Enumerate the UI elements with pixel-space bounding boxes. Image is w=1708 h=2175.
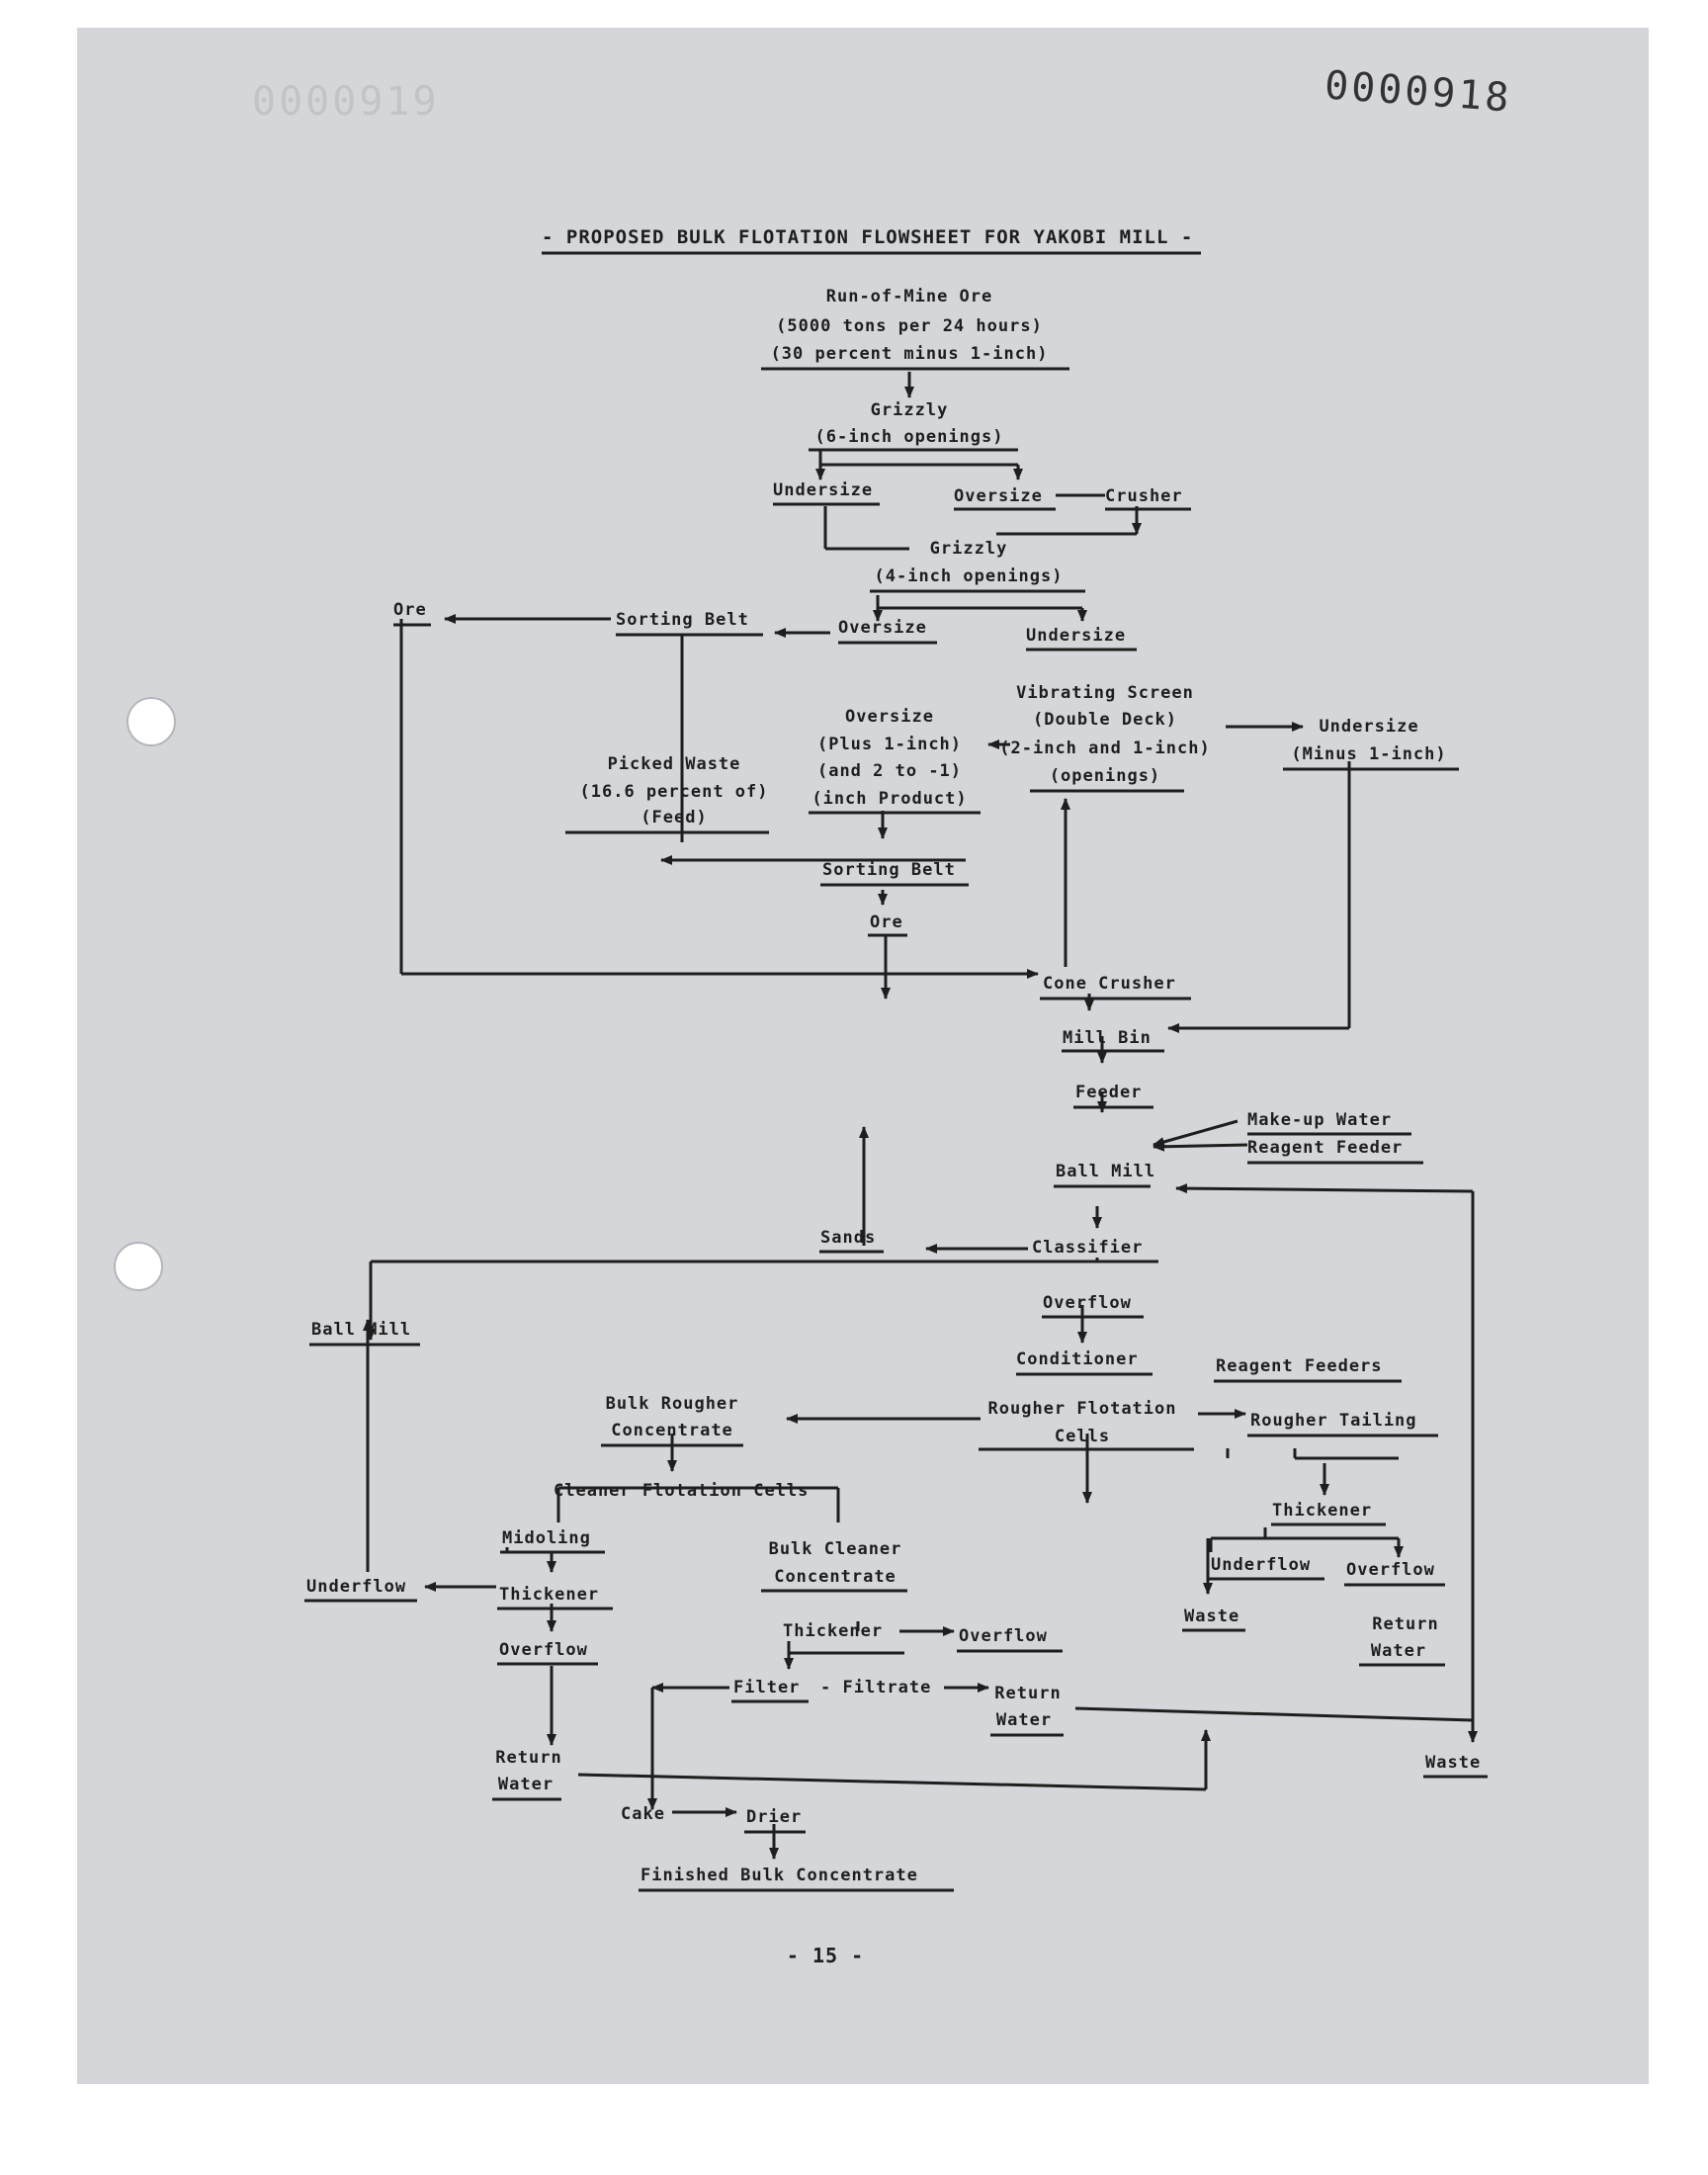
flowsheet-title: - PROPOSED BULK FLOTATION FLOWSHEET FOR YAKOBI MILL - [542, 226, 1194, 248]
node-picked-waste-line2: (16.6 percent of) [579, 782, 769, 802]
node-return-water-left-line2: Water [497, 1775, 555, 1794]
node-reagent-feeders: Reagent Feeders [1216, 1356, 1383, 1376]
node-oversize1: Oversize [954, 486, 1043, 506]
node-oversize3-line3: (and 2 to -1) [816, 761, 963, 781]
node-undersize3-line2: (Minus 1-inch) [1291, 744, 1447, 764]
node-reagent-feeder: Reagent Feeder [1247, 1138, 1404, 1158]
node-vibrating-screen-line1: Vibrating Screen [1016, 683, 1194, 703]
node-crusher: Crusher [1105, 486, 1183, 506]
node-oversize2: Oversize [838, 618, 927, 638]
node-feed-line1: Run-of-Mine Ore [825, 287, 993, 306]
node-oversize3-line1: Oversize [845, 707, 934, 727]
node-filter: Filter [733, 1678, 801, 1697]
node-grizzly2-line2: (4-inch openings) [874, 566, 1064, 586]
node-feed-line2: (5000 tons per 24 hours) [776, 316, 1043, 336]
node-feeder: Feeder [1075, 1083, 1143, 1102]
node-finished-concentrate: Finished Bulk Concentrate [640, 1866, 918, 1885]
node-mill-bin: Mill Bin [1063, 1028, 1152, 1048]
node-thickener-left: Thickener [499, 1585, 600, 1605]
node-grizzly2-line1: Grizzly [929, 539, 1008, 559]
node-cleaner-cells: Cleaner Flotation Cells [554, 1481, 810, 1501]
node-return-water-center-line2: Water [995, 1710, 1053, 1730]
document-number: 0000918 [1323, 62, 1513, 122]
node-return-water-right-line1: Return [1372, 1614, 1439, 1634]
node-sorting-belt2: Sorting Belt [822, 860, 956, 880]
node-vibrating-screen-line2: (Double Deck) [1032, 710, 1178, 730]
node-waste-right: Waste [1184, 1607, 1240, 1626]
node-grizzly1-line2: (6-inch openings) [814, 427, 1004, 447]
node-filtrate: - Filtrate [820, 1678, 932, 1697]
node-vibrating-screen-line3: (2-inch and 1-inch) [999, 739, 1211, 758]
node-ore1: Ore [393, 600, 427, 620]
node-cone-crusher: Cone Crusher [1043, 974, 1176, 994]
node-rougher-cells-line2: Cells [1054, 1427, 1111, 1446]
bleed-through-number: 0000919 [252, 79, 440, 125]
page-number: - 15 - [786, 1944, 865, 1967]
node-cake: Cake [621, 1804, 665, 1824]
node-classifier: Classifier [1032, 1238, 1144, 1258]
node-waste-final: Waste [1425, 1753, 1482, 1773]
node-ball-mill1: Ball Mill [1056, 1162, 1156, 1181]
node-overflow-left: Overflow [499, 1640, 588, 1660]
node-grizzly1-line1: Grizzly [870, 400, 949, 420]
node-makeup-water: Make-up Water [1247, 1110, 1393, 1130]
node-ball-mill2: Ball Mill [311, 1320, 412, 1340]
node-ore2: Ore [870, 913, 903, 932]
node-oversize3-line4: (inch Product) [811, 789, 968, 809]
node-bulk-cleaner-line2: Concentrate [774, 1567, 897, 1587]
node-return-water-center-line1: Return [994, 1684, 1062, 1703]
node-overflow-center: Overflow [959, 1626, 1048, 1646]
node-feed-line3: (30 percent minus 1-inch) [770, 344, 1049, 364]
node-drier: Drier [746, 1807, 803, 1827]
node-rougher-cells-line1: Rougher Flotation [987, 1399, 1177, 1419]
node-thickener-center: Thickener [783, 1621, 884, 1641]
node-thickener-right: Thickener [1272, 1501, 1373, 1521]
node-sands: Sands [820, 1228, 877, 1248]
node-rougher-tailing: Rougher Tailing [1250, 1411, 1417, 1431]
node-vibrating-screen-line4: (openings) [1049, 766, 1161, 786]
node-undersize1: Undersize [773, 480, 874, 500]
node-oversize3-line2: (Plus 1-inch) [816, 735, 963, 754]
node-middling: Midoling [502, 1528, 591, 1548]
node-picked-waste-line1: Picked Waste [607, 754, 741, 774]
node-undersize2: Undersize [1026, 626, 1127, 646]
node-bulk-rougher-line2: Concentrate [611, 1421, 733, 1440]
node-return-water-right-line2: Water [1370, 1641, 1427, 1661]
node-picked-waste-line3: (Feed) [640, 808, 708, 827]
node-underflow-left: Underflow [306, 1577, 407, 1597]
node-bulk-cleaner-line1: Bulk Cleaner [768, 1539, 902, 1559]
node-underflow-right: Underflow [1211, 1555, 1312, 1575]
node-sorting-belt1: Sorting Belt [616, 610, 749, 630]
node-bulk-rougher-line1: Bulk Rougher [605, 1394, 739, 1414]
node-overflow-right: Overflow [1346, 1560, 1435, 1580]
node-overflow1: Overflow [1043, 1293, 1132, 1313]
node-conditioner: Conditioner [1016, 1349, 1139, 1369]
node-return-water-left-line1: Return [495, 1748, 562, 1768]
node-undersize3-line1: Undersize [1319, 717, 1419, 737]
